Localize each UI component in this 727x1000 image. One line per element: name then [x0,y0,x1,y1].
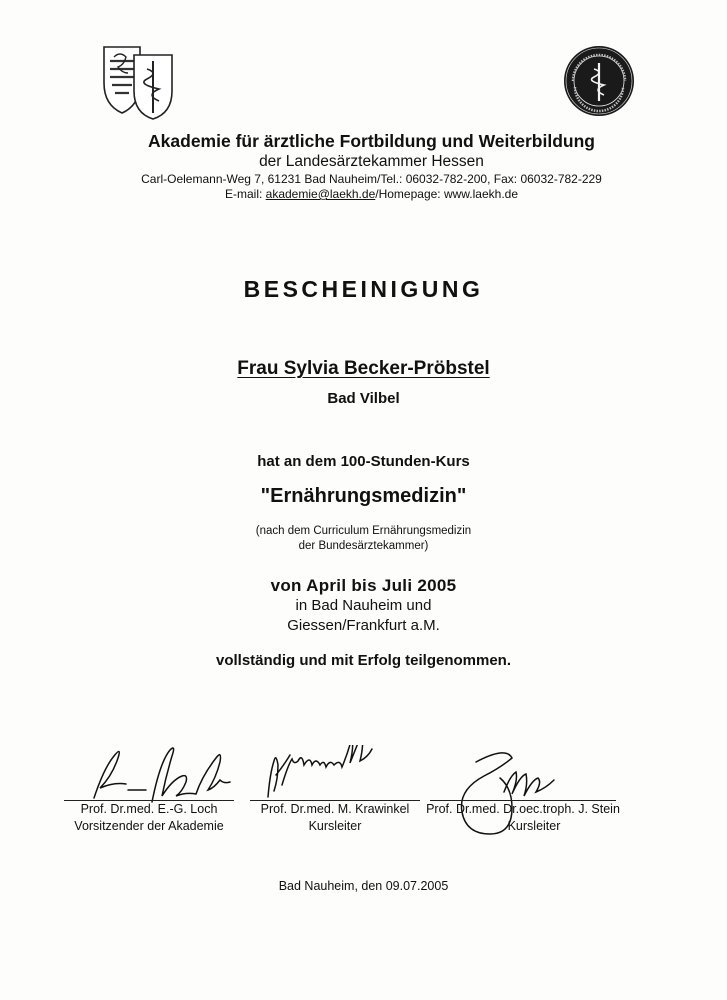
signatory-2-role: Kursleiter [308,819,362,833]
signature-line-3 [430,800,616,801]
completion-statement: vollständig und mit Erfolg teilgenommen. [215,652,511,669]
signatory-2-name: Prof. Dr.med. M. Krawinkel [260,802,410,816]
signatory-1-name: Prof. Dr.med. E.-G. Loch [80,802,218,816]
academy-contact [8,187,727,201]
signature-loch-icon [88,732,238,808]
academy-subtitle: der Landesärztekammer Hessen [259,153,484,170]
recipient-city: Bad Vilbel [327,390,400,407]
signatory-3-name: Prof. Dr.med. Dr.oec.troph. J. Stein [426,802,620,816]
coat-of-arms-icon [100,43,180,121]
recipient-name-text: Frau Sylvia Becker-Pröbstel [237,358,490,379]
course-note-line1: (nach dem Curriculum Ernährungsmedizin [255,525,472,537]
signature-line-1 [64,800,234,801]
course-note-line2: der Bundesärztekammer) [298,540,429,552]
academy-seal-icon [563,45,635,117]
certificate-title: BESCHEINIGUNG [243,276,484,302]
course-period: von April bis Juli 2005 [270,576,457,595]
course-intro: hat an dem 100-Stunden-Kurs [257,453,470,470]
course-place-line1: in Bad Nauheim und [295,597,432,614]
homepage-text: /Homepage: www.laekh.de [375,187,518,201]
course-place-line2: Giessen/Frankfurt a.M. [287,617,440,634]
signature-line-2 [250,800,420,801]
academy-title: Akademie für ärztliche Fortbildung und Weiterbildung [148,131,595,151]
signatory-1-role: Vorsitzender der Akademie [74,819,224,833]
email-label: E-mail: [224,187,266,201]
email-link[interactable]: akademie@laekh.de [265,187,376,201]
signatory-3-role: Kursleiter [507,819,561,833]
place-and-date: Bad Nauheim, den 09.07.2005 [278,879,449,893]
academy-address: Carl-Oelemann-Weg 7, 61231 Bad Nauheim/Tel.: 06032-782-200, Fax: 06032-782-229 [141,172,602,186]
signature-krawinkel-icon [262,745,402,803]
recipient-name [0,358,727,380]
course-name: "Ernährungsmedizin" [260,485,467,507]
